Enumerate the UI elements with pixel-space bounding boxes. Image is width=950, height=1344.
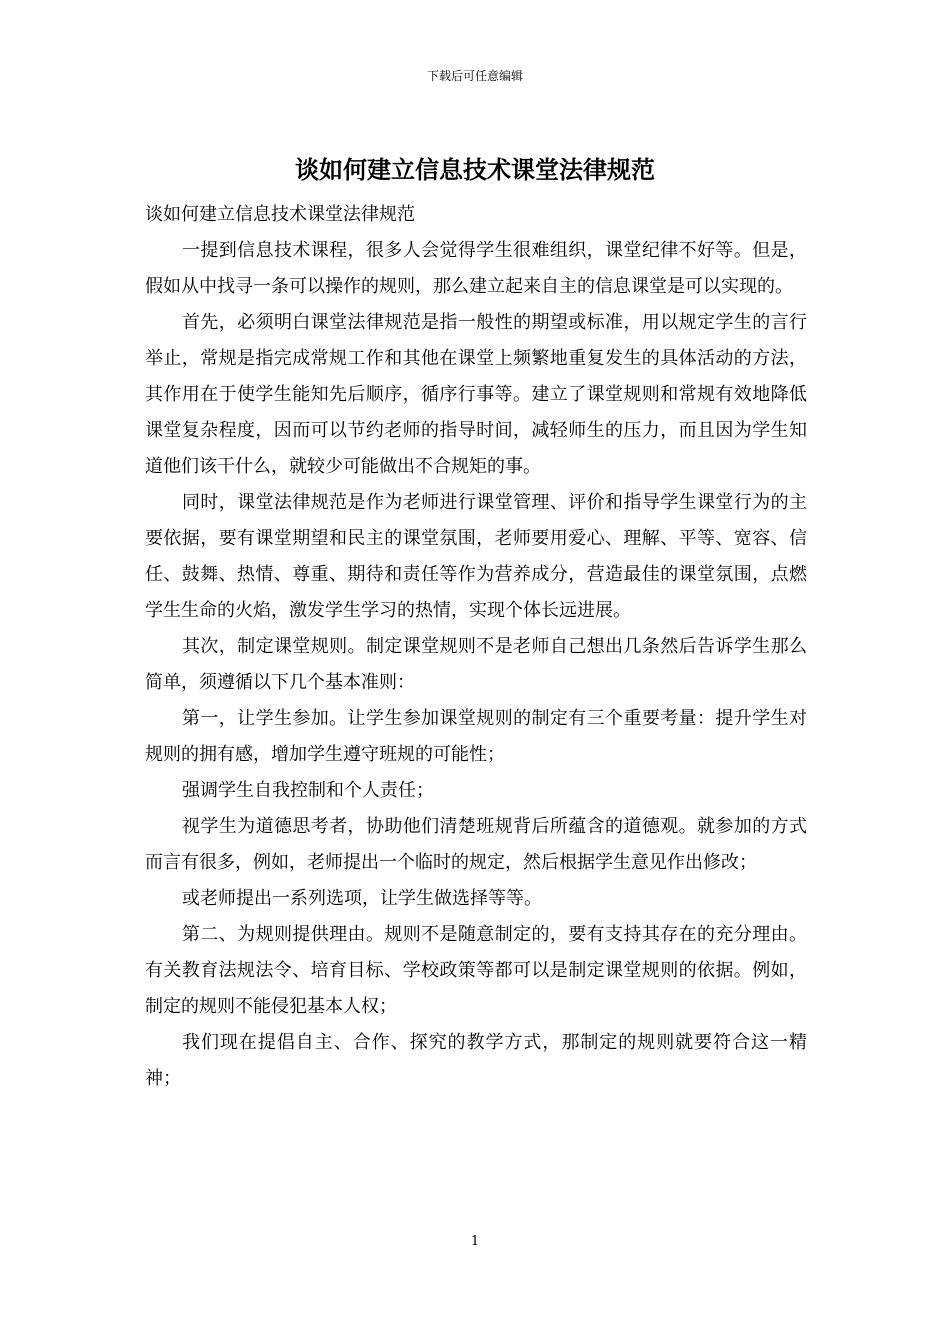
paragraph: 强调学生自我控制和个人责任； xyxy=(182,780,434,801)
paragraph: 视学生为道德思考者，协助他们清楚班规背后所蕴含的道德观。就参加的方式而言有很多，例如，老师提出一个临时的规定，然后根据学生意见作出修改； xyxy=(145,816,807,873)
paragraph: 我们现在提倡自主、合作、探究的教学方式，那制定的规则就要符合这一精神； xyxy=(145,1032,807,1089)
paragraph: 谈如何建立信息技术课堂法律规范 xyxy=(145,204,415,225)
document-title: 谈如何建立信息技术课堂法律规范 xyxy=(295,155,655,184)
paragraph: 首先，必须明白课堂法律规范是指一般性的期望或标准，用以规定学生的言行举止，常规是指完成常规工作和其他在课堂上频繁地重复发生的具体活动的方法，其作用在于使学生能知先后顺序，循序行事等。建立了课堂规则和常规有效地降低课堂复杂程度，因而可以节约老师的指导时间，减轻师生的压力，而且因为学生知道他们该干什么，就较少可能做出不合规矩的事。 xyxy=(145,312,807,477)
paragraph: 第一，让学生参加。让学生参加课堂规则的制定有三个重要考量：提升学生对规则的拥有感，增加学生遵守班规的可能性； xyxy=(145,708,807,765)
paragraph: 其次，制定课堂规则。制定课堂规则不是老师自己想出几条然后告诉学生那么简单，须遵循以下几个基本准则： xyxy=(145,636,807,693)
document-body xyxy=(145,197,807,1097)
page-number: 1 xyxy=(470,1234,480,1249)
page-header-note: 下载后可任意编辑 xyxy=(426,69,523,83)
paragraph: 一提到信息技术课程，很多人会觉得学生很难组织，课堂纪律不好等。但是，假如从中找寻一条可以操作的规则，那么建立起来自主的信息课堂是可以实现的。 xyxy=(145,240,807,297)
paragraph: 或老师提出一系列选项，让学生做选择等等。 xyxy=(182,888,542,909)
paragraph: 同时，课堂法律规范是作为老师进行课堂管理、评价和指导学生课堂行为的主要依据，要有课堂期望和民主的课堂氛围，老师要用爱心、理解、平等、宽容、信任、鼓舞、热情、尊重、期待和责任等作为营养成分，营造最佳的课堂氛围，点燃学生生命的火焰，激发学生学习的热情，实现个体长远进展。 xyxy=(145,492,807,621)
paragraph: 第二、为规则提供理由。规则不是随意制定的，要有支持其存在的充分理由。有关教育法规法令、培育目标、学校政策等都可以是制定课堂规则的依据。例如，制定的规则不能侵犯基本人权； xyxy=(145,924,807,1017)
